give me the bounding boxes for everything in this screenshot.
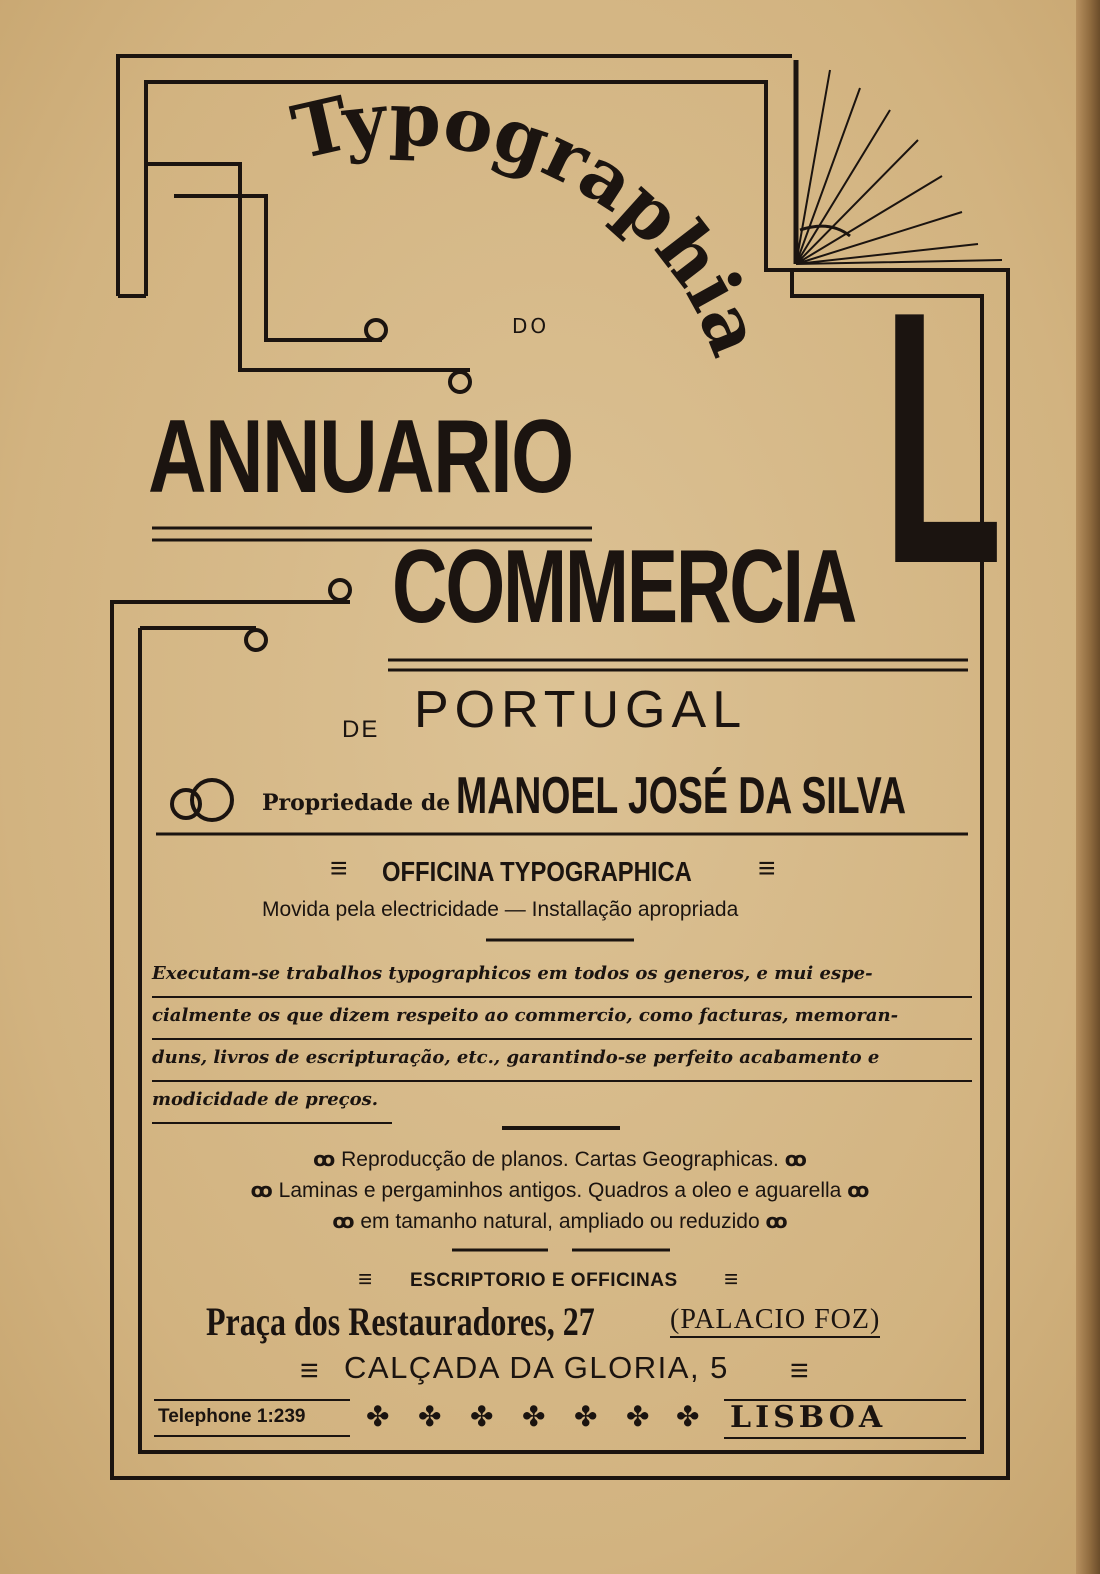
description-line: modicidade de preços. <box>152 1082 392 1124</box>
clover-ornament-icon: ✤ <box>676 1400 700 1433</box>
leaf-ornament-icon: ꝏ <box>250 1178 273 1202</box>
calcada-address: CALÇADA DA GLORIA, 5 <box>344 1350 729 1385</box>
street-address: Praça dos Restauradores, 27 <box>206 1299 595 1344</box>
palace-name: (PALACIO FOZ) <box>670 1304 880 1338</box>
owner-name: MANOEL JOSÉ DA SILVA <box>456 767 907 825</box>
triple-bar-icon: ≡ <box>724 1266 739 1293</box>
workshop-subtitle: Movida pela electricidade — Installação apropriada <box>262 898 739 921</box>
de-word: DE <box>342 716 380 743</box>
leaf-ornament-icon: ꝏ <box>847 1178 870 1202</box>
service-line <box>150 1144 970 1175</box>
portugal-title: PORTUGAL <box>414 681 748 739</box>
service-text: Reproducção de planos. Cartas Geographicas. <box>341 1148 779 1171</box>
triple-bar-icon: ≡ <box>358 1266 373 1293</box>
clover-ornament-icon: ✤ <box>522 1400 546 1433</box>
clover-ornament-icon: ✤ <box>574 1400 598 1433</box>
leaf-ornament-icon: ꝏ <box>313 1147 336 1171</box>
annuario-title: ANNUARIO <box>148 399 573 515</box>
clover-ornament-icon: ✤ <box>366 1400 390 1433</box>
leaf-ornament-icon: ꝏ <box>784 1147 807 1171</box>
description-line: cialmente os que dizem respeito ao commercio, como facturas, memoran- <box>152 998 972 1040</box>
telephone-number: Telephone 1:239 <box>158 1406 306 1427</box>
service-text: em tamanho natural, ampliado ou reduzido <box>360 1210 760 1233</box>
clover-ornament-icon: ✤ <box>626 1400 650 1433</box>
commercial-title: COMMERCIA <box>392 529 856 645</box>
clover-ornament-icon: ✤ <box>418 1400 442 1433</box>
fan-ornament-icon <box>796 60 1002 264</box>
triple-bar-icon: ≡ <box>300 1352 319 1388</box>
service-text: Laminas e pergaminhos antigos. Quadros a oleo e aguarella <box>278 1179 842 1202</box>
description-line: Executam-se trabalhos typographicos em todos os generos, e mui espe- <box>152 956 972 998</box>
leaf-ornament-icon: ꝏ <box>765 1209 788 1233</box>
leaf-ornament-icon: ꝏ <box>332 1209 355 1233</box>
service-line <box>150 1175 970 1206</box>
triple-bar-icon: ≡ <box>758 852 776 885</box>
description-line: duns, livros de escripturação, etc., garantindo-se perfeito acabamento e <box>152 1040 972 1082</box>
do-word: DO <box>512 314 550 338</box>
service-line <box>150 1206 970 1237</box>
office-label: ESCRIPTORIO E OFFICINAS <box>410 1270 678 1291</box>
workshop-title: OFFICINA TYPOGRAPHICA <box>382 856 692 887</box>
clover-ornament-icon: ✤ <box>470 1400 494 1433</box>
triple-bar-icon: ≡ <box>790 1352 809 1388</box>
services-list <box>150 1144 970 1237</box>
description-paragraph <box>152 956 972 1124</box>
arc-title-typographia: Typographia <box>284 76 780 368</box>
city-name: LISBOA <box>730 1400 887 1435</box>
triple-bar-icon: ≡ <box>330 852 348 885</box>
owner-prefix: Propriedade de <box>262 790 451 816</box>
commercial-big-l: L <box>882 237 1003 639</box>
